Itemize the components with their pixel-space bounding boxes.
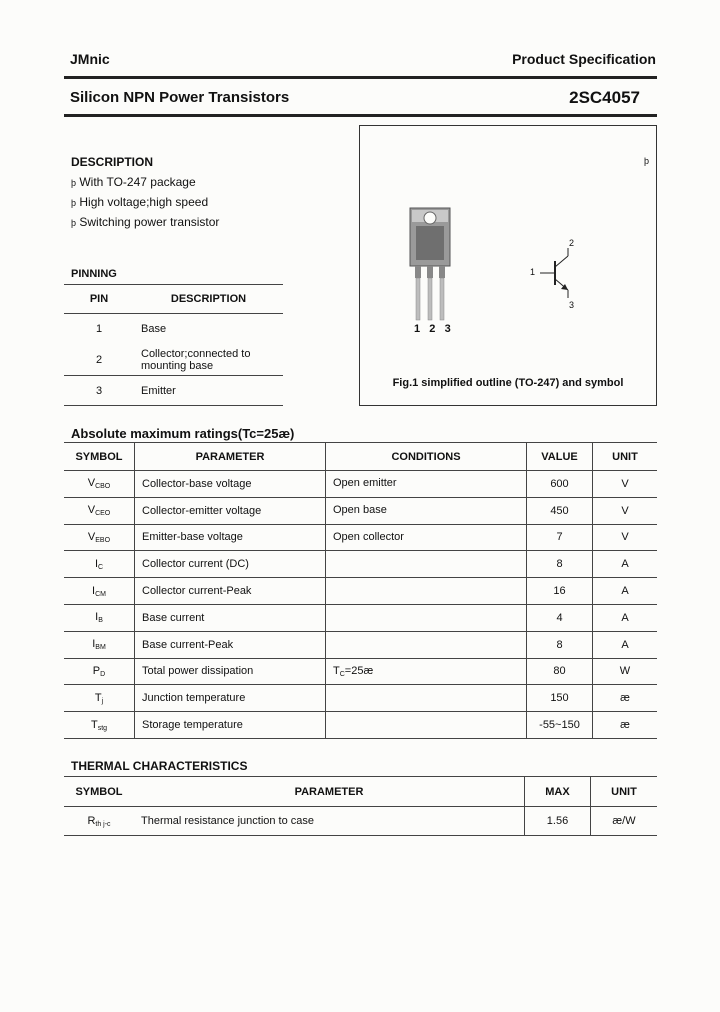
- title-rule: [64, 114, 657, 117]
- symbol-cell: $I_{BM}$: [64, 631, 135, 658]
- pinning-table: [64, 284, 283, 406]
- symbol-cell: $R_{th j-c}$: [64, 807, 134, 836]
- conditions-cell: [326, 631, 527, 658]
- value-cell: 8: [527, 631, 593, 658]
- unit-cell: A: [593, 604, 658, 631]
- symbol-cell: $V_{EBO}$: [64, 524, 135, 551]
- conditions-cell: [326, 604, 527, 631]
- value-cell: 16: [527, 578, 593, 605]
- value-cell: 80: [527, 658, 593, 685]
- symbol-cell: $T_{stg}$: [64, 712, 135, 739]
- unit-cell: W: [593, 658, 658, 685]
- col-unit: UNIT: [591, 777, 658, 807]
- unit-cell: A: [593, 631, 658, 658]
- description-item: þ With TO-247 package: [71, 175, 196, 189]
- unit-cell: V: [593, 471, 658, 498]
- table-row: 1 Base: [95, 323, 167, 336]
- unit-cell: A: [593, 551, 658, 578]
- pin-label: 1: [414, 323, 421, 335]
- table-row: [64, 524, 657, 551]
- value-cell: 600: [527, 471, 593, 498]
- col-symbol: SYMBOL: [64, 443, 135, 471]
- max-cell: 1.56: [525, 807, 591, 836]
- pinning-heading: PINNING: [71, 268, 117, 280]
- col-pin: PIN: [89, 293, 109, 305]
- conditions-cell: $T_C=25æ$: [326, 658, 527, 685]
- conditions-cell: Open collector: [326, 524, 527, 551]
- description-item: þ High voltage;high speed: [71, 195, 209, 209]
- col-symbol: SYMBOL: [64, 777, 134, 807]
- col-parameter: PARAMETER: [135, 443, 326, 471]
- symbol-cell: $I_C$: [64, 551, 135, 578]
- doc-type: Product Specification: [512, 51, 656, 67]
- conditions-cell: [326, 551, 527, 578]
- col-parameter: PARAMETER: [134, 777, 525, 807]
- value-cell: 4: [527, 604, 593, 631]
- symbol-emitter-label: 3: [569, 300, 575, 310]
- symbol-base-label: 1: [530, 267, 536, 277]
- table-row: [64, 807, 657, 836]
- description-heading: DESCRIPTION: [71, 155, 154, 169]
- col-conditions: CONDITIONS: [326, 443, 527, 471]
- symbol-collector-label: 2: [569, 238, 575, 248]
- parameter-cell: Junction temperature: [135, 685, 326, 712]
- conditions-cell: Open emitter: [326, 471, 527, 498]
- symbol-cell: $P_D$: [64, 658, 135, 685]
- pin-label: 3: [444, 323, 451, 335]
- parameter-cell: Emitter-base voltage: [135, 524, 326, 551]
- table-row: [64, 658, 657, 685]
- table-row: [64, 497, 657, 524]
- parameter-cell: Thermal resistance junction to case: [134, 807, 525, 836]
- thermal-table: [64, 776, 657, 836]
- parameter-cell: Collector current (DC): [135, 551, 326, 578]
- col-value: VALUE: [527, 443, 593, 471]
- table-row: [64, 471, 657, 498]
- description-item: þ Switching power transistor: [71, 215, 220, 229]
- conditions-cell: [326, 685, 527, 712]
- table-row: [64, 712, 657, 739]
- page-title: Silicon NPN Power Transistors: [70, 89, 290, 106]
- unit-cell: V: [593, 524, 658, 551]
- conditions-cell: [326, 712, 527, 739]
- symbol-cell: $V_{CBO}$: [64, 471, 135, 498]
- unit-cell: æ/W: [591, 807, 658, 836]
- table-row: [64, 551, 657, 578]
- parameter-cell: Total power dissipation: [135, 658, 326, 685]
- pin-label: 2: [429, 323, 436, 335]
- unit-cell: A: [593, 578, 658, 605]
- symbol-cell: $I_{CM}$: [64, 578, 135, 605]
- parameter-cell: Collector current-Peak: [135, 578, 326, 605]
- value-cell: 150: [527, 685, 593, 712]
- parameter-cell: Collector-emitter voltage: [135, 497, 326, 524]
- thermal-heading: THERMAL CHARACTERISTICS: [71, 759, 248, 773]
- unit-cell: V: [593, 497, 658, 524]
- col-description: DESCRIPTION: [170, 293, 247, 305]
- part-number: 2SC4057: [569, 88, 640, 107]
- table-row: [64, 631, 657, 658]
- conditions-cell: [326, 578, 527, 605]
- value-cell: 8: [527, 551, 593, 578]
- header-rule: [64, 76, 657, 79]
- col-unit: UNIT: [593, 443, 658, 471]
- figure-corner-glyph: þ: [643, 156, 649, 166]
- description-list: [71, 173, 219, 233]
- symbol-cell: $V_{CEO}$: [64, 497, 135, 524]
- table-row: 2 Collector;connected to mounting base: [95, 347, 251, 372]
- conditions-cell: Open base: [326, 497, 527, 524]
- parameter-cell: Base current-Peak: [135, 631, 326, 658]
- ratings-table: [64, 442, 657, 739]
- parameter-cell: Collector-base voltage: [135, 471, 326, 498]
- ratings-heading: Absolute maximum ratings(Tc=25æ): [71, 426, 295, 441]
- parameter-cell: Storage temperature: [135, 712, 326, 739]
- table-row: [64, 578, 657, 605]
- value-cell: 450: [527, 497, 593, 524]
- unit-cell: æ: [593, 685, 658, 712]
- parameter-cell: Base current: [135, 604, 326, 631]
- symbol-cell: $I_B$: [64, 604, 135, 631]
- npn-transistor-symbol: [360, 126, 656, 405]
- value-cell: 7: [527, 524, 593, 551]
- symbol-cell: $T_j$: [64, 685, 135, 712]
- table-row: 3 Emitter: [64, 376, 283, 406]
- table-row: [64, 685, 657, 712]
- unit-cell: æ: [593, 712, 658, 739]
- col-max: MAX: [525, 777, 591, 807]
- table-row: [64, 604, 657, 631]
- figure-caption: Fig.1 simplified outline (TO-247) and symbol: [392, 377, 624, 389]
- value-cell: -55~150: [527, 712, 593, 739]
- figure-box: [359, 125, 657, 406]
- company-name: JMnic: [70, 51, 110, 67]
